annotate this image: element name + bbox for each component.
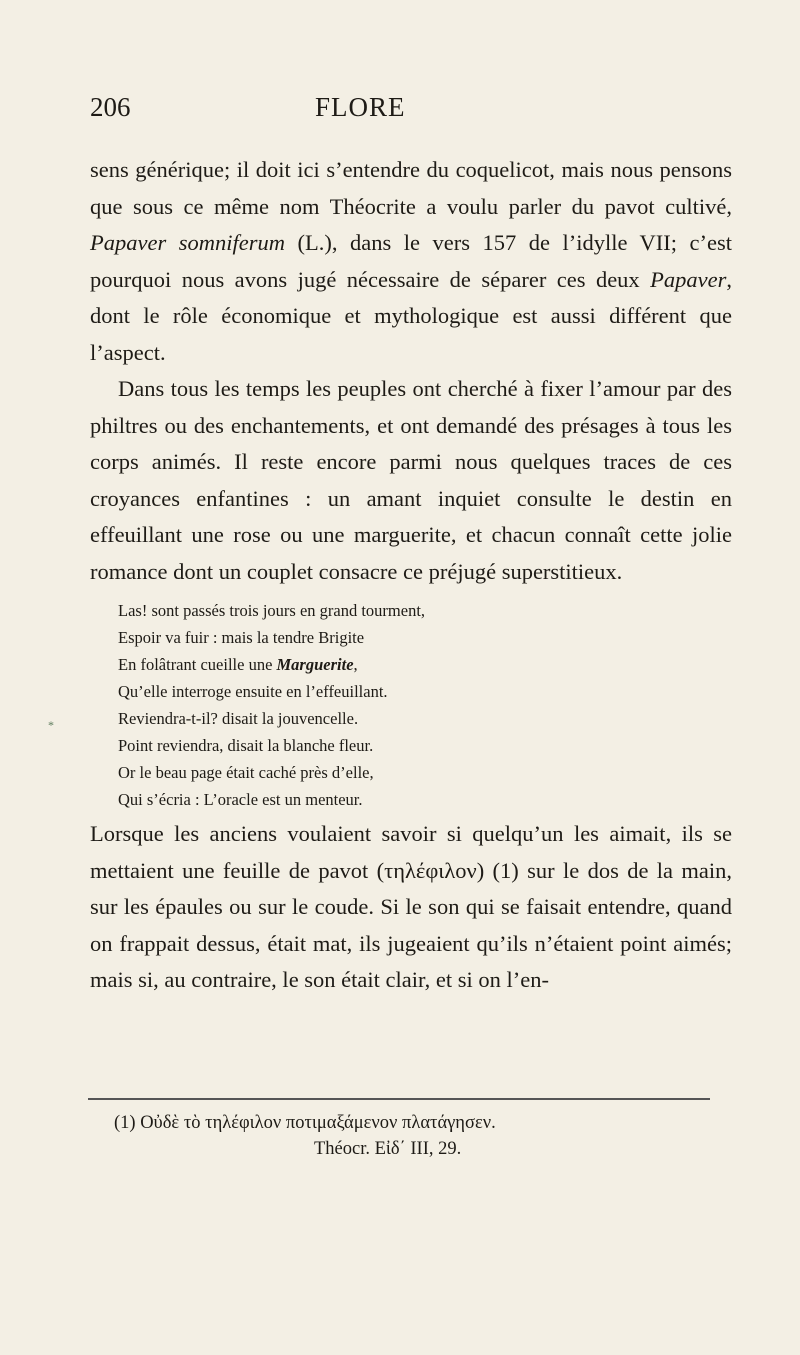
footnote-text: (1) Οὐδὲ τὸ τηλέφιλον ποτιμαξάμενον πλατάγησεν.	[114, 1113, 496, 1133]
text-run: Lorsque les anciens voulaient savoir si quelqu’un les aimait, ils se mettaient une feuille de pavot (τηλέφιλον) (1) sur le dos de la main, sur les épaules ou sur le coude. Si le son qui se faisait entendre, quand on frappait dessus, était mat, ils jugeaient qu’ils n’étaient point aimés; mais si, au contraire, le son était clair, et si on l’en-	[90, 821, 732, 992]
text-run: ,	[353, 655, 358, 674]
text-run: Qui s’écria : L’oracle est un menteur.	[118, 790, 363, 809]
text-run: En folâtrant cueille une	[118, 655, 277, 674]
text-run: sens générique; il doit ici s’entendre du coquelicot, mais nous pensons que sous ce même nom Théocrite a voulu parler du pavot cultivé,	[90, 157, 732, 219]
paragraph	[90, 371, 732, 590]
poem-line	[118, 759, 732, 786]
poem-line	[118, 678, 732, 705]
poem-line	[118, 786, 732, 813]
margin-mark: *	[48, 718, 54, 732]
text-run: Las! sont passés trois jours en grand tourment,	[118, 601, 426, 620]
text-run: Point reviendra, disait la blanche fleur.	[118, 736, 374, 755]
footnote-rule	[88, 1098, 710, 1100]
text-run: Dans tous les temps les peuples ont cherché à fixer l’amour par des philtres ou des enchantements, et ont demandé des présages à tous les corps animés. Il reste encore parmi nous quelques traces de ces croyances enfantines : un amant inquiet consulte le destin en effeuillant une rose ou une marguerite, et chacun connaît cette jolie romance dont un couplet consacre ce préjugé superstitieux.	[90, 376, 732, 584]
text-run: , dont le rôle économique et mythologique est aussi différent que l’aspect.	[90, 266, 732, 365]
running-head: FLORE	[315, 92, 406, 122]
text-run: Reviendra-t-il? disait la jouvencelle.	[118, 709, 359, 728]
poem-line	[118, 624, 732, 651]
poem-quote	[118, 597, 732, 813]
italic-text: Papaver somniferum	[90, 230, 285, 255]
text-run: (L.), dans le vers 157 de l’idylle VII; c’est pourquoi nous avons jugé nécessaire de séparer ces deux	[90, 230, 732, 292]
footnote	[114, 1110, 724, 1162]
italic-text: Papaver	[650, 266, 727, 292]
paragraph	[90, 816, 732, 999]
poem-line	[118, 705, 732, 732]
page-header	[90, 92, 680, 132]
poem-line	[118, 732, 732, 759]
page-number: 206	[90, 92, 131, 122]
poem-line	[118, 597, 732, 624]
paragraph	[90, 152, 732, 371]
poem-line	[118, 651, 732, 678]
footnote-citation: Théocr. Εἰδ΄ III, 29.	[314, 1139, 462, 1159]
text-run: Or le beau page était caché près d’elle,	[118, 763, 374, 782]
body-text	[90, 152, 732, 999]
text-run: Espoir va fuir : mais la tendre Brigite	[118, 628, 365, 647]
text-run: Qu’elle interroge ensuite en l’effeuillant.	[118, 682, 388, 701]
italic-text: Marguerite	[276, 655, 354, 674]
